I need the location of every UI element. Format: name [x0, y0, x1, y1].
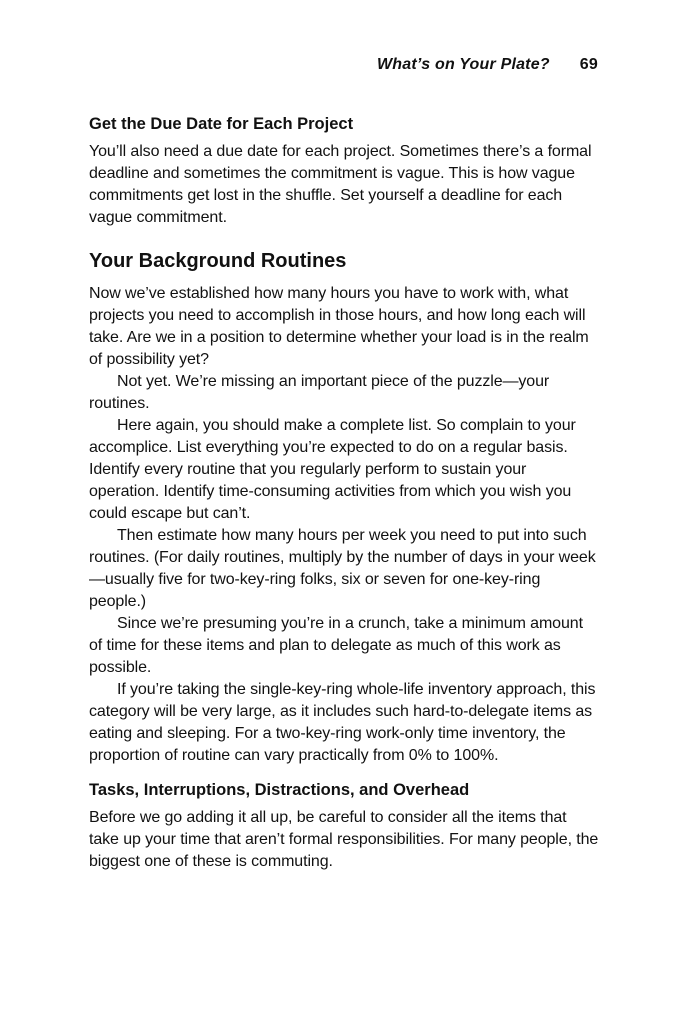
running-head [377, 56, 598, 74]
paragraph-routines-3: Here again, you should make a complete list. So complain to your accomplice. List everything you’re expected to do on a regular basis. Identify every routine that you regularly perform to sustain your operation. Identify time-consuming activities from which you wish you could escape but can’t. [89, 417, 576, 522]
paragraph-tasks: Before we go adding it all up, be careful to consider all the items that take up your time that aren’t formal responsibilities. For many people, the biggest one of these is commuting. [89, 809, 599, 870]
paragraph-routines-2: Not yet. We’re missing an important piece of the puzzle—your routines. [89, 373, 550, 412]
heading-background-routines: Your Background Routines [89, 250, 347, 272]
paragraph-routines-5: Since we’re presuming you’re in a crunch, take a minimum amount of time for these items and plan to delegate as much of this work as possible. [89, 615, 583, 676]
page-content [89, 112, 599, 873]
paragraph-routines-4: Then estimate how many hours per week you need to put into such routines. (For daily routines, multiply by the number of days in your week—usually five for two-key-ring folks, six or seven for one-key-ring people.) [89, 527, 596, 610]
paragraph-routines-1: Now we’ve established how many hours you have to work with, what projects you need to accomplish in those hours, and how long each will take. Are we in a position to determine whether your load is in the realm of possibility yet? [89, 285, 589, 368]
paragraph-routines-6: If you’re taking the single-key-ring whole-life inventory approach, this category will be very large, as it includes such hard-to-delegate items as eating and sleeping. For a two-key-ring work-only time inventory, the proportion of routine can vary practically from 0% to 100%. [89, 681, 596, 764]
paragraph-due-date: You’ll also need a due date for each project. Sometimes there’s a formal deadline and sometimes the commitment is vague. This is how vague commitments get lost in the shuffle. Set yourself a deadline for each vague commitment. [89, 143, 592, 226]
page-number: 69 [579, 56, 598, 73]
running-head-title: What’s on Your Plate? [376, 56, 550, 73]
heading-tasks-interruptions: Tasks, Interruptions, Distractions, and Overhead [89, 781, 470, 799]
heading-due-date: Get the Due Date for Each Project [89, 115, 354, 133]
